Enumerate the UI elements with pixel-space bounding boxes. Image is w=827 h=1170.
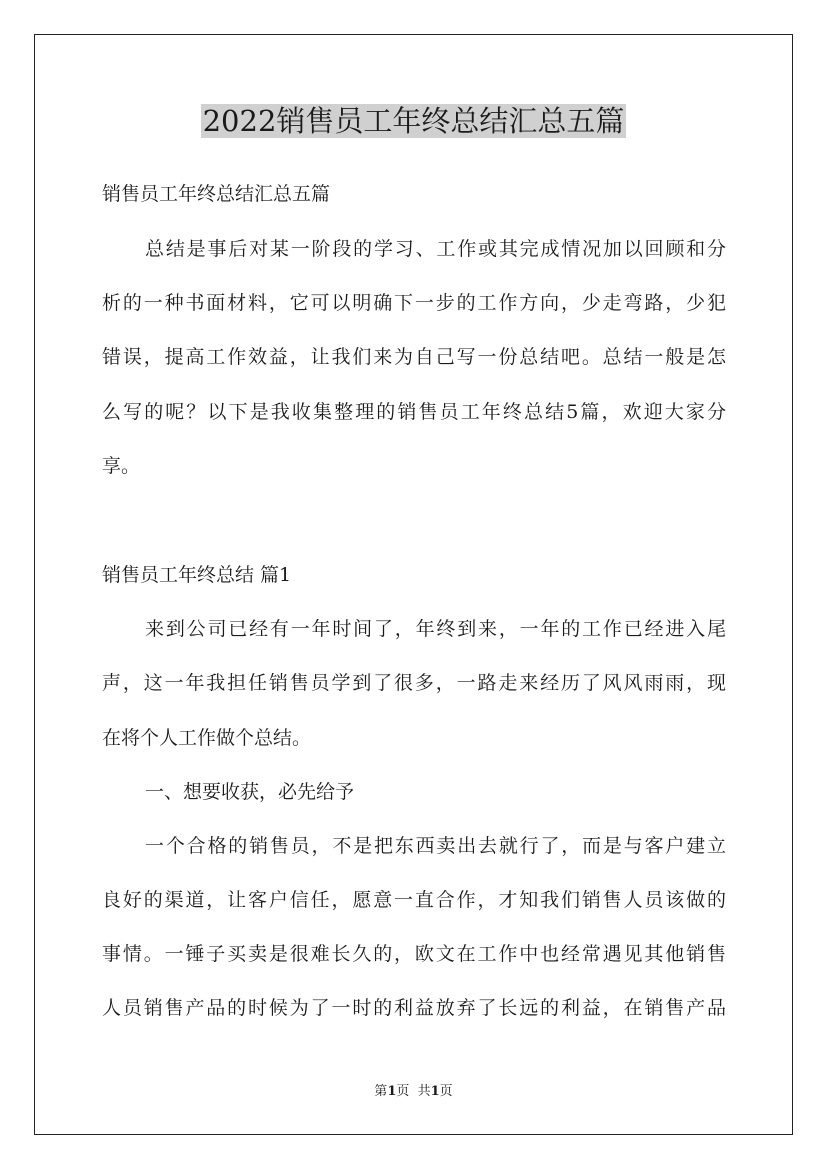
page-total: 1 xyxy=(430,1084,440,1099)
intro-line-2: 析的一种书面材料，它可以明确下一步的工作方向，少走弯路，少犯 xyxy=(102,292,726,314)
para2-line-1: 一个合格的销售员，不是把东西卖出去就行了，而是与客户建立 xyxy=(145,835,726,857)
intro-line-5: 享。 xyxy=(102,455,141,477)
document-subtitle: 销售员工年终总结汇总五篇 xyxy=(102,183,331,205)
point-heading: 一、想要收获，必先给予 xyxy=(145,781,355,803)
page-current: 1 xyxy=(387,1084,397,1099)
para2-line-3: 事情。一锤子买卖是很难长久的，欧文在工作中也经常遇见其他销售 xyxy=(102,943,726,965)
intro-line-1: 总结是事后对某一阶段的学习、工作或其完成情况加以回顾和分 xyxy=(145,238,726,260)
para1-line-1: 来到公司已经有一年时间了，年终到来，一年的工作已经进入尾 xyxy=(145,618,726,640)
page-mid: 页 共 xyxy=(396,1084,431,1099)
para1-line-2: 声，这一年我担任销售员学到了很多，一路走来经历了风风雨雨，现 xyxy=(102,672,726,694)
para2-line-2: 良好的渠道，让客户信任，愿意一直合作，才知我们销售人员该做的 xyxy=(102,889,726,911)
section-heading: 销售员工年终总结 篇1 xyxy=(102,564,292,586)
para1-line-3: 在将个人工作做个总结。 xyxy=(102,727,312,749)
page-footer xyxy=(0,1083,827,1101)
page-prefix: 第 xyxy=(374,1084,388,1099)
para2-line-4: 人员销售产品的时候为了一时的利益放弃了长远的利益，在销售产品 xyxy=(102,997,726,1019)
page-suffix: 页 xyxy=(439,1084,453,1099)
document-title: 2022销售员工年终总结汇总五篇 xyxy=(202,104,625,138)
intro-line-4: 么写的呢？以下是我收集整理的销售员工年终总结5篇，欢迎大家分 xyxy=(102,401,726,423)
intro-line-3: 错误，提高工作效益，让我们来为自己写一份总结吧。总结一般是怎 xyxy=(102,346,726,368)
